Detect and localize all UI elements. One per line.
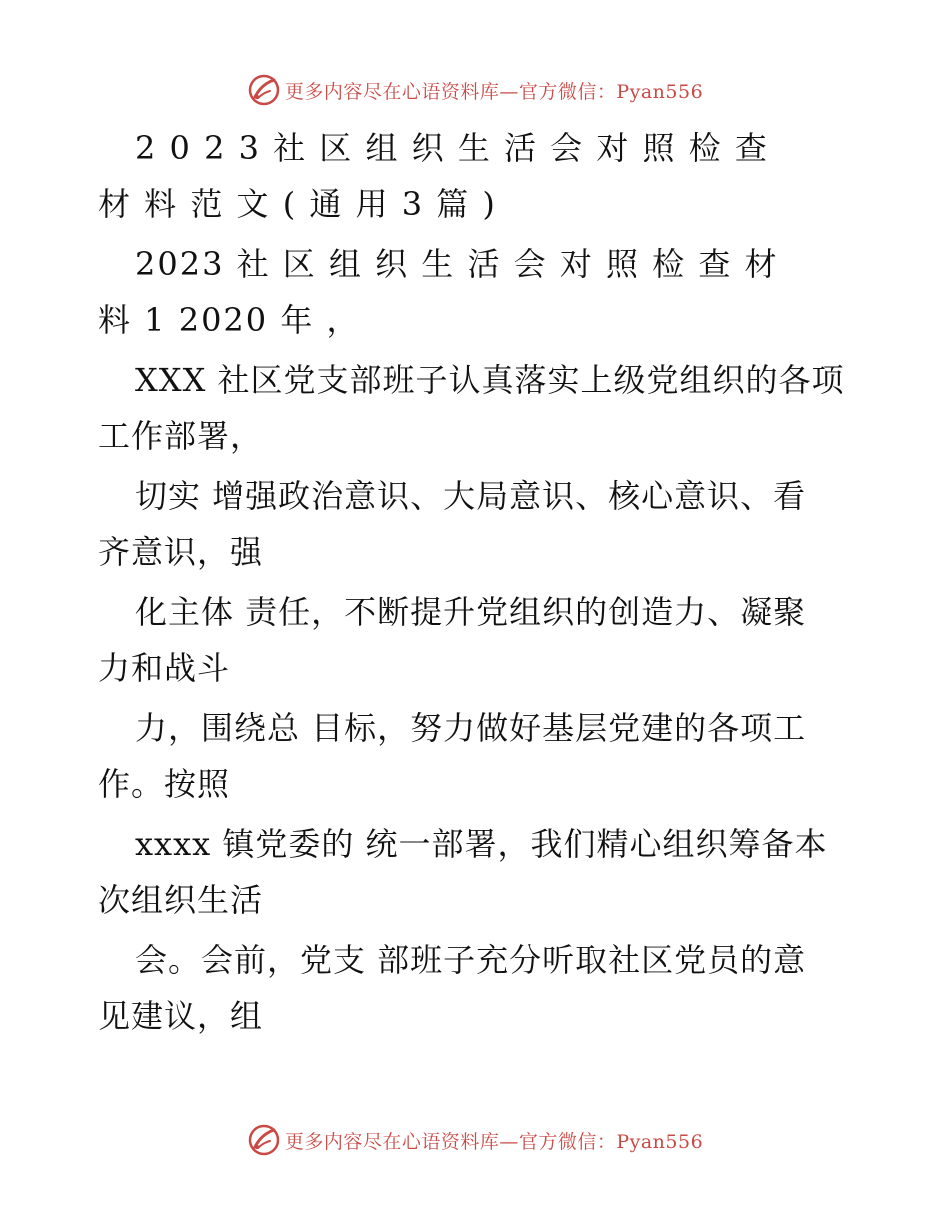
footer-banner [0,1120,950,1160]
text-line: 次组织生活 [98,881,264,919]
text-line: XXX 社区党支部班子认真落实上级党组织的各项 [135,361,845,399]
text-line: 切实 增强政治意识、大局意识、核心意识、看 [135,477,807,515]
text-line: 齐意识，强 [98,533,264,571]
banner-text: 更多内容尽在心语资料库—官方微信：Pyan556 [284,80,704,103]
text-line: xxxx 镇党委的 统一部署，我们精心组织筹备本 [135,825,828,863]
text-line: 料 1 2020 年 ， [98,301,361,339]
text-line: 工作部署， [98,417,264,455]
text-line: 化主体 责任，不断提升党组织的创造力、凝聚 [135,593,807,631]
text-line: 会。会前，党支 部班子充分听取社区党员的意 [135,941,807,979]
banner-text: 更多内容尽在心语资料库—官方微信：Pyan556 [284,1130,704,1153]
text-line: 力，围绕总 目标，努力做好基层党建的各项工 [135,709,807,747]
text-line: 2023 社 区 组 织 生 活 会 对 照 检 查 材 [135,245,779,283]
title-line-2: 材 料 范 文 ( 通 用 3 篇 ) [98,185,497,223]
text-line: 作。按照 [98,765,231,803]
text-line: 见建议，组 [98,997,264,1035]
text-line: 力和战斗 [98,649,231,687]
brush-logo-icon [247,1123,281,1157]
title-line-1: 2 0 2 3 社 区 组 织 生 活 会 对 照 检 查 [135,129,769,167]
